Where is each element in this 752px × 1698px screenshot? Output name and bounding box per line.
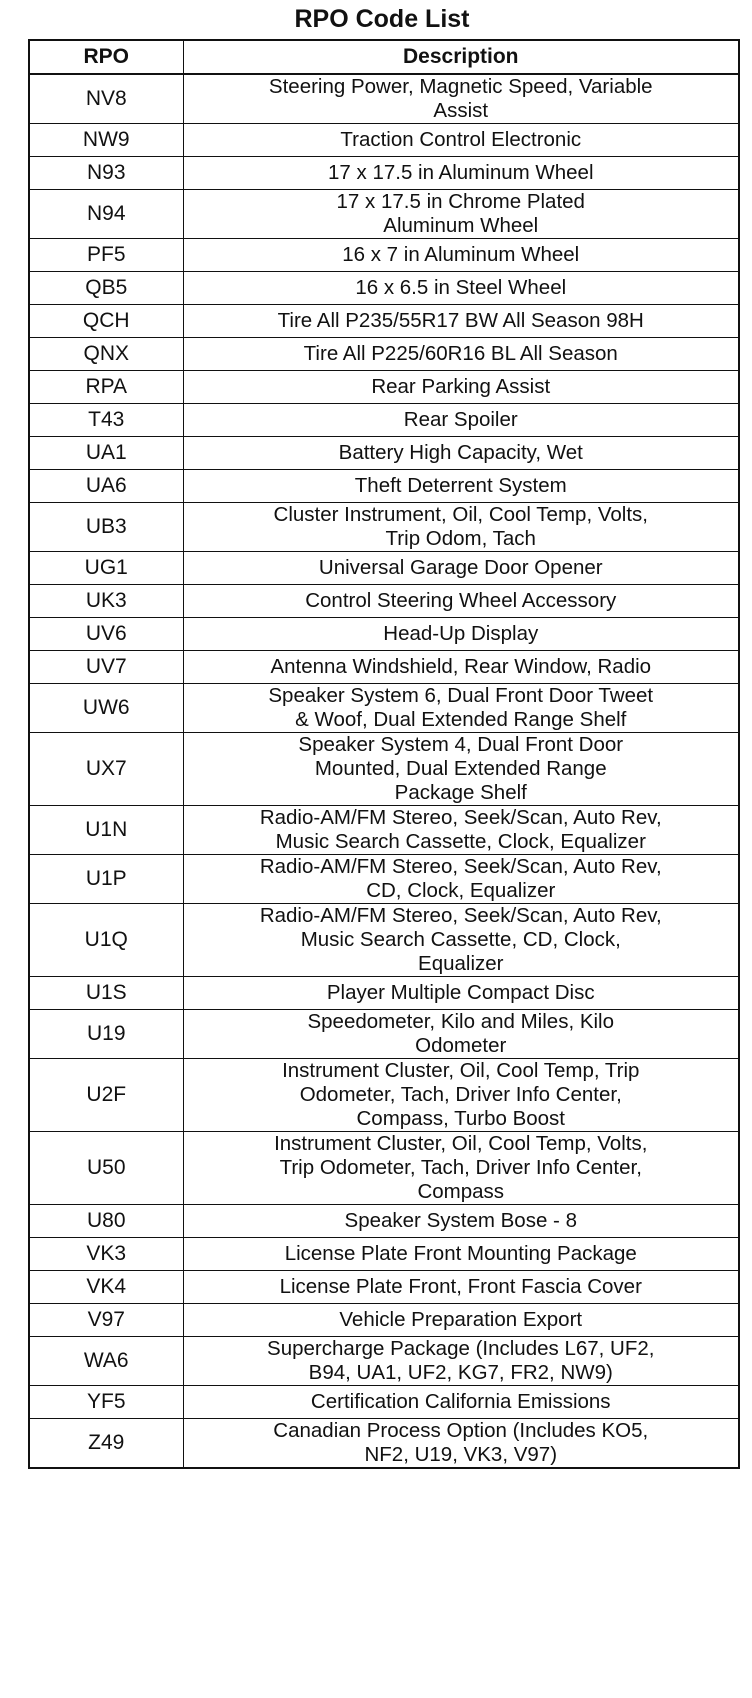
- rpo-code-cell: NV8: [29, 74, 183, 124]
- table-row: [29, 1419, 739, 1469]
- description-cell: Radio-AM/FM Stereo, Seek/Scan, Auto Rev, CD, Clock, Equalizer: [183, 855, 739, 904]
- table-row: [29, 684, 739, 733]
- rpo-code-cell: U50: [29, 1132, 183, 1205]
- description-cell: 16 x 6.5 in Steel Wheel: [183, 272, 739, 305]
- description-cell: Rear Parking Assist: [183, 371, 739, 404]
- rpo-code-cell: QCH: [29, 305, 183, 338]
- table-row: [29, 1132, 739, 1205]
- rpo-code-cell: YF5: [29, 1386, 183, 1419]
- table-row: [29, 1205, 739, 1238]
- description-cell: Supercharge Package (Includes L67, UF2, B94, UA1, UF2, KG7, FR2, NW9): [183, 1337, 739, 1386]
- table-row: [29, 1271, 739, 1304]
- rpo-code-cell: WA6: [29, 1337, 183, 1386]
- description-cell: 17 x 17.5 in Aluminum Wheel: [183, 157, 739, 190]
- table-row: [29, 74, 739, 124]
- table-body: [29, 74, 739, 1468]
- rpo-code-cell: PF5: [29, 239, 183, 272]
- page-title: RPO Code List: [294, 5, 470, 33]
- rpo-code-cell: VK3: [29, 1238, 183, 1271]
- table-row: [29, 272, 739, 305]
- table-row: [29, 1304, 739, 1337]
- description-cell: Antenna Windshield, Rear Window, Radio: [183, 651, 739, 684]
- table-row: [29, 1010, 739, 1059]
- table-row: [29, 190, 739, 239]
- rpo-code-cell: UX7: [29, 733, 183, 806]
- table-row: [29, 239, 739, 272]
- description-cell: Battery High Capacity, Wet: [183, 437, 739, 470]
- description-cell: 17 x 17.5 in Chrome Plated Aluminum Wheel: [183, 190, 739, 239]
- table-row: [29, 404, 739, 437]
- description-cell: Vehicle Preparation Export: [183, 1304, 739, 1337]
- rpo-code-cell: U2F: [29, 1059, 183, 1132]
- table-row: [29, 157, 739, 190]
- description-cell: Speaker System Bose - 8: [183, 1205, 739, 1238]
- table-row: [29, 733, 739, 806]
- table-row: [29, 503, 739, 552]
- rpo-code-cell: UG1: [29, 552, 183, 585]
- description-cell: Tire All P225/60R16 BL All Season: [183, 338, 739, 371]
- description-cell: Control Steering Wheel Accessory: [183, 585, 739, 618]
- column-header-rpo: RPO: [29, 40, 183, 74]
- description-cell: Canadian Process Option (Includes KO5, NF2, U19, VK3, V97): [183, 1419, 739, 1469]
- table-row: [29, 618, 739, 651]
- description-cell: License Plate Front, Front Fascia Cover: [183, 1271, 739, 1304]
- table-row: [29, 806, 739, 855]
- column-header-description: Description: [183, 40, 739, 74]
- rpo-code-cell: QB5: [29, 272, 183, 305]
- table-row: [29, 552, 739, 585]
- description-cell: License Plate Front Mounting Package: [183, 1238, 739, 1271]
- description-cell: 16 x 7 in Aluminum Wheel: [183, 239, 739, 272]
- rpo-code-cell: N94: [29, 190, 183, 239]
- description-cell: Certification California Emissions: [183, 1386, 739, 1419]
- rpo-code-cell: RPA: [29, 371, 183, 404]
- table-row: [29, 855, 739, 904]
- table-row: [29, 437, 739, 470]
- rpo-code-cell: UB3: [29, 503, 183, 552]
- table-row: [29, 305, 739, 338]
- description-cell: Cluster Instrument, Oil, Cool Temp, Volts, Trip Odom, Tach: [183, 503, 739, 552]
- description-cell: Radio-AM/FM Stereo, Seek/Scan, Auto Rev, Music Search Cassette, Clock, Equalizer: [183, 806, 739, 855]
- rpo-code-cell: UA6: [29, 470, 183, 503]
- table-row: [29, 585, 739, 618]
- rpo-code-cell: UV6: [29, 618, 183, 651]
- rpo-code-cell: UV7: [29, 651, 183, 684]
- rpo-code-cell: U1S: [29, 977, 183, 1010]
- rpo-code-cell: U1P: [29, 855, 183, 904]
- description-cell: Universal Garage Door Opener: [183, 552, 739, 585]
- table-row: [29, 371, 739, 404]
- description-cell: Radio-AM/FM Stereo, Seek/Scan, Auto Rev, Music Search Cassette, CD, Clock, Equalizer: [183, 904, 739, 977]
- rpo-code-cell: Z49: [29, 1419, 183, 1469]
- description-cell: Speedometer, Kilo and Miles, Kilo Odometer: [183, 1010, 739, 1059]
- rpo-code-cell: U1N: [29, 806, 183, 855]
- rpo-code-table: [28, 39, 740, 1469]
- table-row: [29, 1238, 739, 1271]
- table-row: [29, 651, 739, 684]
- rpo-code-cell: VK4: [29, 1271, 183, 1304]
- rpo-code-cell: UA1: [29, 437, 183, 470]
- rpo-code-cell: T43: [29, 404, 183, 437]
- rpo-code-cell: U80: [29, 1205, 183, 1238]
- rpo-code-cell: V97: [29, 1304, 183, 1337]
- table-row: [29, 1337, 739, 1386]
- description-cell: Tire All P235/55R17 BW All Season 98H: [183, 305, 739, 338]
- rpo-code-cell: QNX: [29, 338, 183, 371]
- table-row: [29, 904, 739, 977]
- rpo-code-cell: UK3: [29, 585, 183, 618]
- table-header-row: [29, 40, 739, 74]
- rpo-code-cell: N93: [29, 157, 183, 190]
- table-row: [29, 470, 739, 503]
- description-cell: Theft Deterrent System: [183, 470, 739, 503]
- rpo-code-cell: U19: [29, 1010, 183, 1059]
- description-cell: Speaker System 6, Dual Front Door Tweet & Woof, Dual Extended Range Shelf: [183, 684, 739, 733]
- table-row: [29, 1386, 739, 1419]
- description-cell: Speaker System 4, Dual Front Door Mounted, Dual Extended Range Package Shelf: [183, 733, 739, 806]
- description-cell: Instrument Cluster, Oil, Cool Temp, Trip Odometer, Tach, Driver Info Center, Compass, Turbo Boost: [183, 1059, 739, 1132]
- table-row: [29, 338, 739, 371]
- table-row: [29, 1059, 739, 1132]
- rpo-code-cell: UW6: [29, 684, 183, 733]
- description-cell: Steering Power, Magnetic Speed, Variable Assist: [183, 74, 739, 124]
- description-cell: Traction Control Electronic: [183, 124, 739, 157]
- rpo-code-cell: NW9: [29, 124, 183, 157]
- description-cell: Head-Up Display: [183, 618, 739, 651]
- description-cell: Rear Spoiler: [183, 404, 739, 437]
- table-row: [29, 124, 739, 157]
- rpo-code-cell: U1Q: [29, 904, 183, 977]
- description-cell: Instrument Cluster, Oil, Cool Temp, Volts, Trip Odometer, Tach, Driver Info Center, Compass: [183, 1132, 739, 1205]
- table-row: [29, 977, 739, 1010]
- description-cell: Player Multiple Compact Disc: [183, 977, 739, 1010]
